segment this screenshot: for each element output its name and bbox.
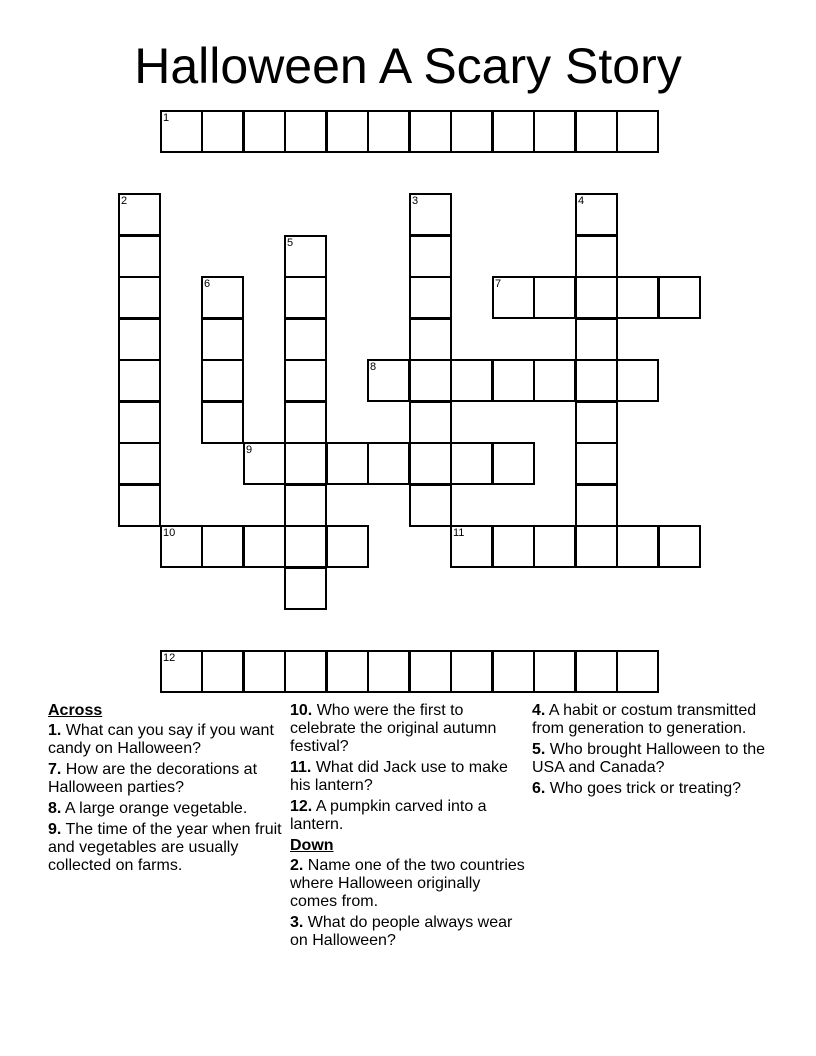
clue-number: 11.	[290, 759, 312, 776]
grid-cell[interactable]	[533, 525, 576, 568]
grid-cell[interactable]	[160, 525, 203, 568]
grid-cell[interactable]	[326, 525, 369, 568]
grid-cell[interactable]	[367, 650, 410, 693]
clue-number-label: 10	[163, 527, 176, 539]
grid-cell[interactable]	[450, 525, 493, 568]
grid-cell[interactable]	[326, 650, 369, 693]
grid-cell[interactable]	[201, 318, 244, 361]
grid-cell[interactable]	[409, 276, 452, 319]
clue-number: 10.	[290, 702, 313, 719]
grid-cell[interactable]	[118, 318, 161, 361]
grid-cell[interactable]	[284, 484, 327, 527]
clue-number-label: 8	[370, 361, 377, 373]
grid-cell[interactable]	[118, 484, 161, 527]
grid-cell[interactable]	[284, 401, 327, 444]
grid-cell[interactable]	[284, 235, 327, 278]
grid-cell[interactable]	[575, 193, 618, 236]
down-heading: Down	[290, 837, 334, 854]
grid-cell[interactable]	[492, 525, 535, 568]
clue-down-6	[532, 780, 772, 798]
clue-across-12	[290, 798, 530, 834]
clue-text: A pumpkin carved into a lantern.	[290, 798, 487, 833]
grid-cell[interactable]	[409, 235, 452, 278]
clue-number-label: 12	[163, 652, 176, 664]
clues-column-1	[48, 702, 288, 878]
clue-number: 3.	[290, 914, 304, 931]
grid-cell[interactable]	[201, 401, 244, 444]
grid-cell[interactable]	[409, 401, 452, 444]
clue-text: Who brought Halloween to the USA and Canada?	[532, 741, 766, 776]
clue-down-2	[290, 857, 530, 911]
clue-text: What can you say if you want candy on Halloween?	[48, 722, 274, 757]
grid-cell[interactable]	[326, 442, 369, 485]
grid-cell[interactable]	[575, 318, 618, 361]
grid-cell[interactable]	[284, 276, 327, 319]
clue-number: 5.	[532, 741, 546, 758]
grid-cell[interactable]	[533, 276, 576, 319]
clue-number: 8.	[48, 800, 62, 817]
grid-cell[interactable]	[243, 525, 286, 568]
clue-text: The time of the year when fruit and vegetables are usually collected on farms.	[48, 821, 282, 874]
grid-cell[interactable]	[450, 110, 493, 153]
grid-cell[interactable]	[284, 318, 327, 361]
clue-text: What did Jack use to make his lantern?	[290, 759, 508, 794]
grid-cell[interactable]	[658, 276, 701, 319]
clue-number: 7.	[48, 761, 62, 778]
grid-cell[interactable]	[575, 484, 618, 527]
clue-number-label: 3	[412, 195, 419, 207]
grid-cell[interactable]	[118, 442, 161, 485]
grid-cell[interactable]	[575, 110, 618, 153]
grid-cell[interactable]	[616, 276, 659, 319]
grid-cell[interactable]	[243, 110, 286, 153]
grid-cell[interactable]	[492, 650, 535, 693]
grid-cell[interactable]	[367, 442, 410, 485]
grid-cell[interactable]	[201, 276, 244, 319]
clue-text: How are the decorations at Halloween parties?	[48, 761, 258, 796]
clue-across-11	[290, 759, 530, 795]
grid-cell[interactable]	[533, 359, 576, 402]
grid-cell[interactable]	[409, 484, 452, 527]
grid-cell[interactable]	[409, 650, 452, 693]
clue-number-label: 5	[287, 237, 294, 249]
grid-cell[interactable]	[450, 359, 493, 402]
grid-cell[interactable]	[243, 650, 286, 693]
grid-cell[interactable]	[409, 193, 452, 236]
grid-cell[interactable]	[492, 359, 535, 402]
clue-number-label: 4	[578, 195, 585, 207]
grid-cell[interactable]	[284, 359, 327, 402]
clue-number: 1.	[48, 722, 62, 739]
page-title: Halloween A Scary Story	[134, 38, 682, 94]
grid-cell[interactable]	[575, 442, 618, 485]
clues-column-3	[532, 702, 772, 801]
clue-number-label: 1	[163, 112, 170, 124]
clue-number: 4.	[532, 702, 546, 719]
clue-across-7	[48, 761, 288, 797]
clue-text: A habit or costum transmitted from generation to generation.	[532, 702, 757, 737]
clue-text: Name one of the two countries where Halloween originally comes from.	[290, 857, 525, 910]
grid-cell[interactable]	[367, 359, 410, 402]
clue-text: What do people always wear on Halloween?	[290, 914, 513, 949]
grid-cell[interactable]	[533, 110, 576, 153]
grid-cell[interactable]	[616, 650, 659, 693]
grid-cell[interactable]	[201, 650, 244, 693]
grid-cell[interactable]	[243, 442, 286, 485]
grid-cell[interactable]	[575, 235, 618, 278]
clue-number-label: 11	[453, 527, 465, 539]
clue-number-label: 9	[246, 444, 253, 456]
grid-cell[interactable]	[492, 442, 535, 485]
grid-cell[interactable]	[616, 110, 659, 153]
grid-cell[interactable]	[284, 442, 327, 485]
clue-number-label: 2	[121, 195, 128, 207]
grid-cell[interactable]	[284, 110, 327, 153]
clue-down-3	[290, 914, 530, 950]
grid-cell[interactable]	[284, 650, 327, 693]
grid-cell[interactable]	[118, 359, 161, 402]
clue-number-label: 6	[204, 278, 211, 290]
grid-cell[interactable]	[201, 359, 244, 402]
clue-text: Who were the first to celebrate the original autumn festival?	[290, 702, 497, 755]
grid-cell[interactable]	[118, 193, 161, 236]
grid-cell[interactable]	[533, 650, 576, 693]
grid-cell[interactable]	[450, 442, 493, 485]
clues-column-2	[290, 702, 530, 953]
clue-across-10	[290, 702, 530, 756]
grid-cell[interactable]	[409, 442, 452, 485]
clue-number: 6.	[532, 780, 546, 797]
grid-cell[interactable]	[575, 525, 618, 568]
grid-cell[interactable]	[616, 359, 659, 402]
grid-cell[interactable]	[575, 650, 618, 693]
grid-cell[interactable]	[450, 650, 493, 693]
grid-cell[interactable]	[160, 110, 203, 153]
grid-cell[interactable]	[409, 110, 452, 153]
grid-cell[interactable]	[201, 110, 244, 153]
grid-cell[interactable]	[118, 401, 161, 444]
grid-cell[interactable]	[575, 401, 618, 444]
grid-cell[interactable]	[160, 650, 203, 693]
clue-number-label: 7	[495, 278, 502, 290]
grid-cell[interactable]	[616, 525, 659, 568]
grid-cell[interactable]	[326, 110, 369, 153]
grid-cell[interactable]	[492, 276, 535, 319]
grid-cell[interactable]	[409, 359, 452, 402]
clue-number: 2.	[290, 857, 304, 874]
grid-cell[interactable]	[118, 276, 161, 319]
grid-cell[interactable]	[658, 525, 701, 568]
clue-text: Who goes trick or treating?	[549, 780, 741, 797]
across-heading: Across	[48, 702, 103, 719]
grid-cell[interactable]	[367, 110, 410, 153]
clue-number: 9.	[48, 821, 62, 838]
clue-down-4	[532, 702, 772, 738]
clue-across-9	[48, 821, 288, 875]
grid-cell[interactable]	[409, 318, 452, 361]
grid-cell[interactable]	[575, 276, 618, 319]
grid-cell[interactable]	[118, 235, 161, 278]
grid-cell[interactable]	[284, 525, 327, 568]
clue-text: A large orange vegetable.	[64, 800, 248, 817]
grid-cell[interactable]	[284, 567, 327, 610]
grid-cell[interactable]	[492, 110, 535, 153]
clue-across-8	[48, 800, 288, 818]
clue-number: 12.	[290, 798, 313, 815]
clue-across-1	[48, 722, 288, 758]
clue-down-5	[532, 741, 772, 777]
grid-cell[interactable]	[575, 359, 618, 402]
grid-cell[interactable]	[201, 525, 244, 568]
